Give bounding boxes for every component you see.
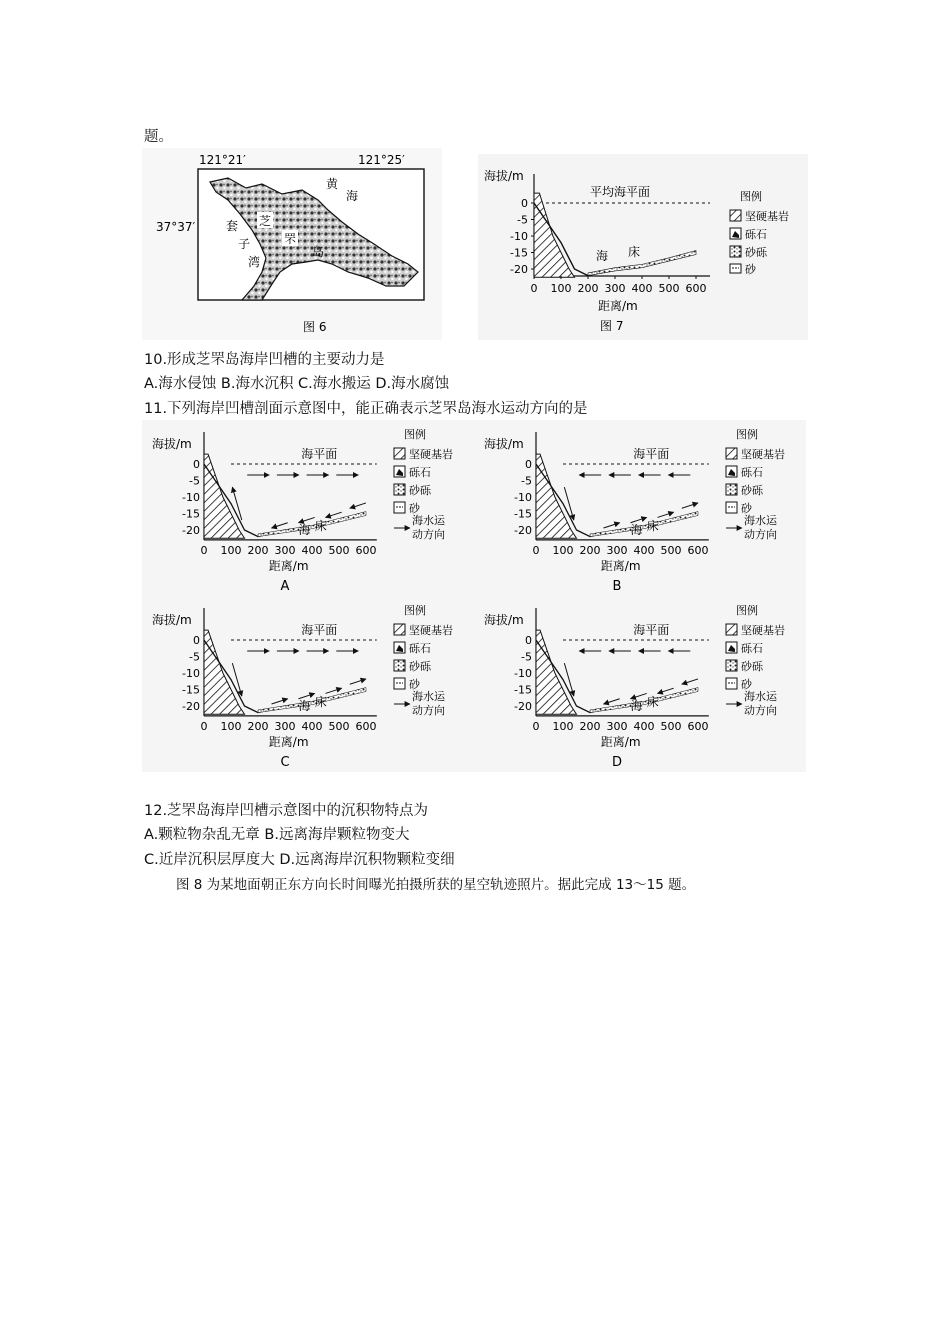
fig6-wan: 湾 xyxy=(248,255,261,269)
fig7-xtick-label: 500 xyxy=(658,282,680,295)
fig7-legend-title: 图例 xyxy=(740,190,762,203)
q11-sea-level: 海平面 xyxy=(301,447,338,461)
q11-xtick-label: 300 xyxy=(606,543,628,557)
q11-seabed-arrow xyxy=(682,679,698,684)
q11-legend-item: 砾石 xyxy=(741,466,763,479)
q11-seabed-arrow xyxy=(272,699,288,704)
q12-stem: 12.芝罘岛海岸凹槽示意图中的沉积物特点为 xyxy=(144,803,429,819)
q11-ytick-label: -20 xyxy=(182,524,200,537)
q11-legend-swatch xyxy=(394,624,405,635)
q11-xtick-label: 200 xyxy=(579,719,601,733)
q11-legend-flow-a: 海水运 xyxy=(412,514,445,527)
fig6-zhi: 芝 xyxy=(259,214,272,228)
q10-options[interactable]: A.海水侵蚀 B.海水沉积 C.海水搬运 D.海水腐蚀 xyxy=(144,376,450,392)
q11-legend-swatch xyxy=(726,448,737,459)
q11-panel-b[interactable] xyxy=(474,420,806,596)
fig6-lon-right: 121°25′ xyxy=(358,153,405,167)
q11-ytick-label: -20 xyxy=(514,524,532,537)
q11-legend-item: 砂 xyxy=(409,502,420,515)
q11-xtick-label: 0 xyxy=(532,719,540,733)
q11-legend-item: 坚硬基岩 xyxy=(741,448,785,461)
q11-xtick-label: 100 xyxy=(220,543,242,557)
q11-sea-level: 海平面 xyxy=(301,623,338,637)
q11-seabed-arrow xyxy=(350,679,366,684)
q11-bedrock xyxy=(536,630,577,714)
q11-ytick-label: -15 xyxy=(182,507,200,521)
intro-end-text: 题。 xyxy=(144,129,173,145)
fig7-ylabel: 海拔/m xyxy=(484,169,524,183)
q11-xtick-label: 600 xyxy=(355,719,377,733)
q11-legend-item: 坚硬基岩 xyxy=(741,624,785,637)
q11-stem: 11.下列海岸凹槽剖面示意图中，能正确表示芝罘岛海水运动方向的是 xyxy=(144,401,588,417)
q11-ytick-label: 0 xyxy=(193,634,200,647)
q11-legend-flow-b: 动方向 xyxy=(744,528,777,541)
q11-seabed-arrow xyxy=(326,688,342,693)
q11-ytick-label: -15 xyxy=(514,683,532,697)
q11-seabed-a: 海 xyxy=(630,698,643,713)
fig7-xtick-label: 300 xyxy=(604,282,626,295)
q11-ytick-label: -5 xyxy=(189,650,200,664)
q11-ylabel: 海拔/m xyxy=(484,613,524,627)
fig7-xtick-label: 200 xyxy=(577,282,599,295)
fig7-xlabel: 距离/m xyxy=(598,299,638,313)
q11-sediment xyxy=(258,688,366,713)
fig7-ytick-label: 0 xyxy=(521,197,528,210)
q11-sediment xyxy=(590,512,698,537)
fig7-xtick-label: 100 xyxy=(550,282,572,295)
fig6-tao: 套 xyxy=(226,219,239,233)
fig7-sea-level: 平均海平面 xyxy=(590,185,651,199)
q11-seabed-arrow xyxy=(604,523,620,528)
q11-seabed-a: 海 xyxy=(298,522,311,537)
q11-ytick-label: -5 xyxy=(521,474,532,488)
q11-seabed-arrow xyxy=(604,699,620,704)
q11-xtick-label: 400 xyxy=(301,543,323,557)
q11-sea-level: 海平面 xyxy=(633,623,670,637)
q11-legend-swatch xyxy=(726,624,737,635)
q11-legend-flow-a: 海水运 xyxy=(744,690,777,703)
q11-legend-swatch xyxy=(726,484,737,495)
q11-legend-item: 砂 xyxy=(409,678,420,691)
q11-legend-item: 砂砾 xyxy=(409,660,431,673)
figure-7-profile xyxy=(478,154,808,340)
q11-panel-a[interactable] xyxy=(142,420,474,596)
q11-legend-item: 砂 xyxy=(741,678,752,691)
fig7-legend-1: 砾石 xyxy=(745,228,767,241)
fig7-seabed-a: 海 xyxy=(596,249,609,263)
q11-seabed-a: 海 xyxy=(630,522,643,537)
q11-sediment xyxy=(590,688,698,713)
q11-sea-level: 海平面 xyxy=(633,447,670,461)
q11-panel-d[interactable] xyxy=(474,596,806,772)
fig7-ytick-label: -10 xyxy=(510,230,528,243)
q11-xtick-label: 300 xyxy=(274,543,296,557)
q11-legend-flow-a: 海水运 xyxy=(412,690,445,703)
q11-legend-item: 砾石 xyxy=(741,642,763,655)
q11-ytick-label: 0 xyxy=(525,458,532,471)
q11-xtick-label: 0 xyxy=(200,719,208,733)
fig6-lon-left: 121°21′ xyxy=(199,153,246,167)
legend-sandgravel-swatch xyxy=(730,246,741,257)
q11-ytick-label: -15 xyxy=(514,507,532,521)
q11-legend-item: 坚硬基岩 xyxy=(409,448,453,461)
legend-bedrock-swatch xyxy=(730,210,741,221)
q11-legend-title: 图例 xyxy=(404,604,426,617)
next-intro-text: 图 8 为某地面朝正东方向长时间曝光拍摄所获的星空轨迹照片。据此完成 13～15 题。 xyxy=(176,877,696,893)
q11-sediment xyxy=(258,512,366,537)
q11-bedrock xyxy=(536,454,577,538)
q11-ylabel: 海拔/m xyxy=(484,437,524,451)
q11-ytick-label: -10 xyxy=(182,491,200,504)
q11-seabed-arrow xyxy=(658,512,674,517)
q11-legend-item: 砂砾 xyxy=(741,660,763,673)
q11-ylabel: 海拔/m xyxy=(152,613,192,627)
q11-xtick-label: 400 xyxy=(301,719,323,733)
q11-legend-swatch xyxy=(394,484,405,495)
q11-legend-title: 图例 xyxy=(404,428,426,441)
q11-legend-item: 砾石 xyxy=(409,642,431,655)
fig7-ytick-label: -5 xyxy=(517,213,528,227)
q11-xtick-label: 200 xyxy=(247,719,269,733)
q11-legend-item: 砂砾 xyxy=(741,484,763,497)
q11-ytick-label: -10 xyxy=(182,667,200,680)
q11-xtick-label: 100 xyxy=(552,719,574,733)
q11-panels xyxy=(142,420,806,772)
q11-xlabel: 距离/m xyxy=(268,734,309,749)
q11-ytick-label: -20 xyxy=(182,700,200,713)
q11-legend-flow-b: 动方向 xyxy=(412,704,445,717)
q11-ytick-label: -20 xyxy=(514,700,532,713)
q11-xtick-label: 300 xyxy=(274,719,296,733)
q11-legend-swatch xyxy=(726,660,737,671)
q11-ytick-label: 0 xyxy=(193,458,200,471)
q11-legend-item: 砂 xyxy=(741,502,752,515)
q11-ylabel: 海拔/m xyxy=(152,437,192,451)
q11-xlabel: 距离/m xyxy=(600,734,641,749)
q11-xtick-label: 500 xyxy=(660,719,682,733)
q11-legend-flow-b: 动方向 xyxy=(412,528,445,541)
q12-options-ab[interactable]: A.颗粒物杂乱无章 B.远离海岸颗粒物变大 xyxy=(144,827,410,843)
q11-seabed-b: 床 xyxy=(314,694,327,709)
q11-xtick-label: 500 xyxy=(328,719,350,733)
q11-seabed-arrow xyxy=(350,503,366,508)
q11-seabed-arrow xyxy=(272,523,288,528)
q11-ytick-label: -15 xyxy=(182,683,200,697)
fig6-huang: 黄 xyxy=(326,177,339,191)
q11-seabed-a: 海 xyxy=(298,698,311,713)
q11-seabed-b: 床 xyxy=(646,694,659,709)
q11-panel-c[interactable] xyxy=(142,596,474,772)
q11-legend-title: 图例 xyxy=(736,428,758,441)
q11-xtick-label: 600 xyxy=(355,543,377,557)
fig7-ytick-label: -15 xyxy=(510,246,528,260)
q11-panel-label: D xyxy=(611,754,623,770)
q11-xlabel: 距离/m xyxy=(268,558,309,573)
fig7-caption: 图 7 xyxy=(600,319,624,333)
q11-xtick-label: 500 xyxy=(328,543,350,557)
q11-ytick-label: -5 xyxy=(189,474,200,488)
q12-options-cd[interactable]: C.近岸沉积层厚度大 D.远离海岸沉积物颗粒变细 xyxy=(144,852,455,868)
q11-ytick-label: -10 xyxy=(514,667,532,680)
q11-xtick-label: 200 xyxy=(247,543,269,557)
q11-bedrock xyxy=(204,454,245,538)
fig6-dao: 岛 xyxy=(312,245,325,259)
q11-panel-label: A xyxy=(280,578,290,594)
q11-xtick-label: 600 xyxy=(687,543,709,557)
q10-stem: 10.形成芝罘岛海岸凹槽的主要动力是 xyxy=(144,352,385,368)
fig7-legend-0: 坚硬基岩 xyxy=(745,210,789,223)
q11-xtick-label: 100 xyxy=(220,719,242,733)
fig6-fu: 罘 xyxy=(284,232,297,246)
q11-panel-label: C xyxy=(280,754,290,770)
q11-seabed-arrow xyxy=(658,688,674,693)
q11-legend-flow-a: 海水运 xyxy=(744,514,777,527)
q11-xlabel: 距离/m xyxy=(600,558,641,573)
q11-xtick-label: 0 xyxy=(532,543,540,557)
q11-legend-title: 图例 xyxy=(736,604,758,617)
q11-seabed-arrow xyxy=(326,512,342,517)
q11-legend-item: 坚硬基岩 xyxy=(409,624,453,637)
q11-legend-flow-b: 动方向 xyxy=(744,704,777,717)
fig7-legend-2: 砂砾 xyxy=(745,246,767,259)
q11-ytick-label: -5 xyxy=(521,650,532,664)
q11-xtick-label: 300 xyxy=(606,719,628,733)
fig7-ytick-label: -20 xyxy=(510,263,528,276)
fig7-xtick-label: 0 xyxy=(530,282,538,295)
fig7-seabed-b: 床 xyxy=(628,245,641,259)
fig6-zi: 子 xyxy=(238,237,251,251)
q11-legend-item: 砾石 xyxy=(409,466,431,479)
q11-xtick-label: 100 xyxy=(552,543,574,557)
q11-ytick-label: -10 xyxy=(514,491,532,504)
q11-xtick-label: 400 xyxy=(633,543,655,557)
fig6-caption: 图 6 xyxy=(303,320,327,334)
q11-panel-label: B xyxy=(612,578,622,594)
q11-legend-item: 砂砾 xyxy=(409,484,431,497)
q11-legend-swatch xyxy=(394,448,405,459)
fig7-legend-3: 砂 xyxy=(745,263,756,276)
q11-xtick-label: 0 xyxy=(200,543,208,557)
figure-6-map xyxy=(142,148,442,340)
q11-seabed-b: 床 xyxy=(646,518,659,533)
q11-seabed-b: 床 xyxy=(314,518,327,533)
q11-ytick-label: 0 xyxy=(525,634,532,647)
fig6-lat: 37°37′ xyxy=(156,220,196,234)
q11-xtick-label: 500 xyxy=(660,543,682,557)
q11-xtick-label: 200 xyxy=(579,543,601,557)
q11-bedrock xyxy=(204,630,245,714)
fig7-xtick-label: 400 xyxy=(631,282,653,295)
q11-legend-swatch xyxy=(394,660,405,671)
fig7-xtick-label: 600 xyxy=(685,282,707,295)
fig6-hai: 海 xyxy=(346,189,359,203)
q11-xtick-label: 600 xyxy=(687,719,709,733)
q11-seabed-arrow xyxy=(682,503,698,508)
q11-xtick-label: 400 xyxy=(633,719,655,733)
